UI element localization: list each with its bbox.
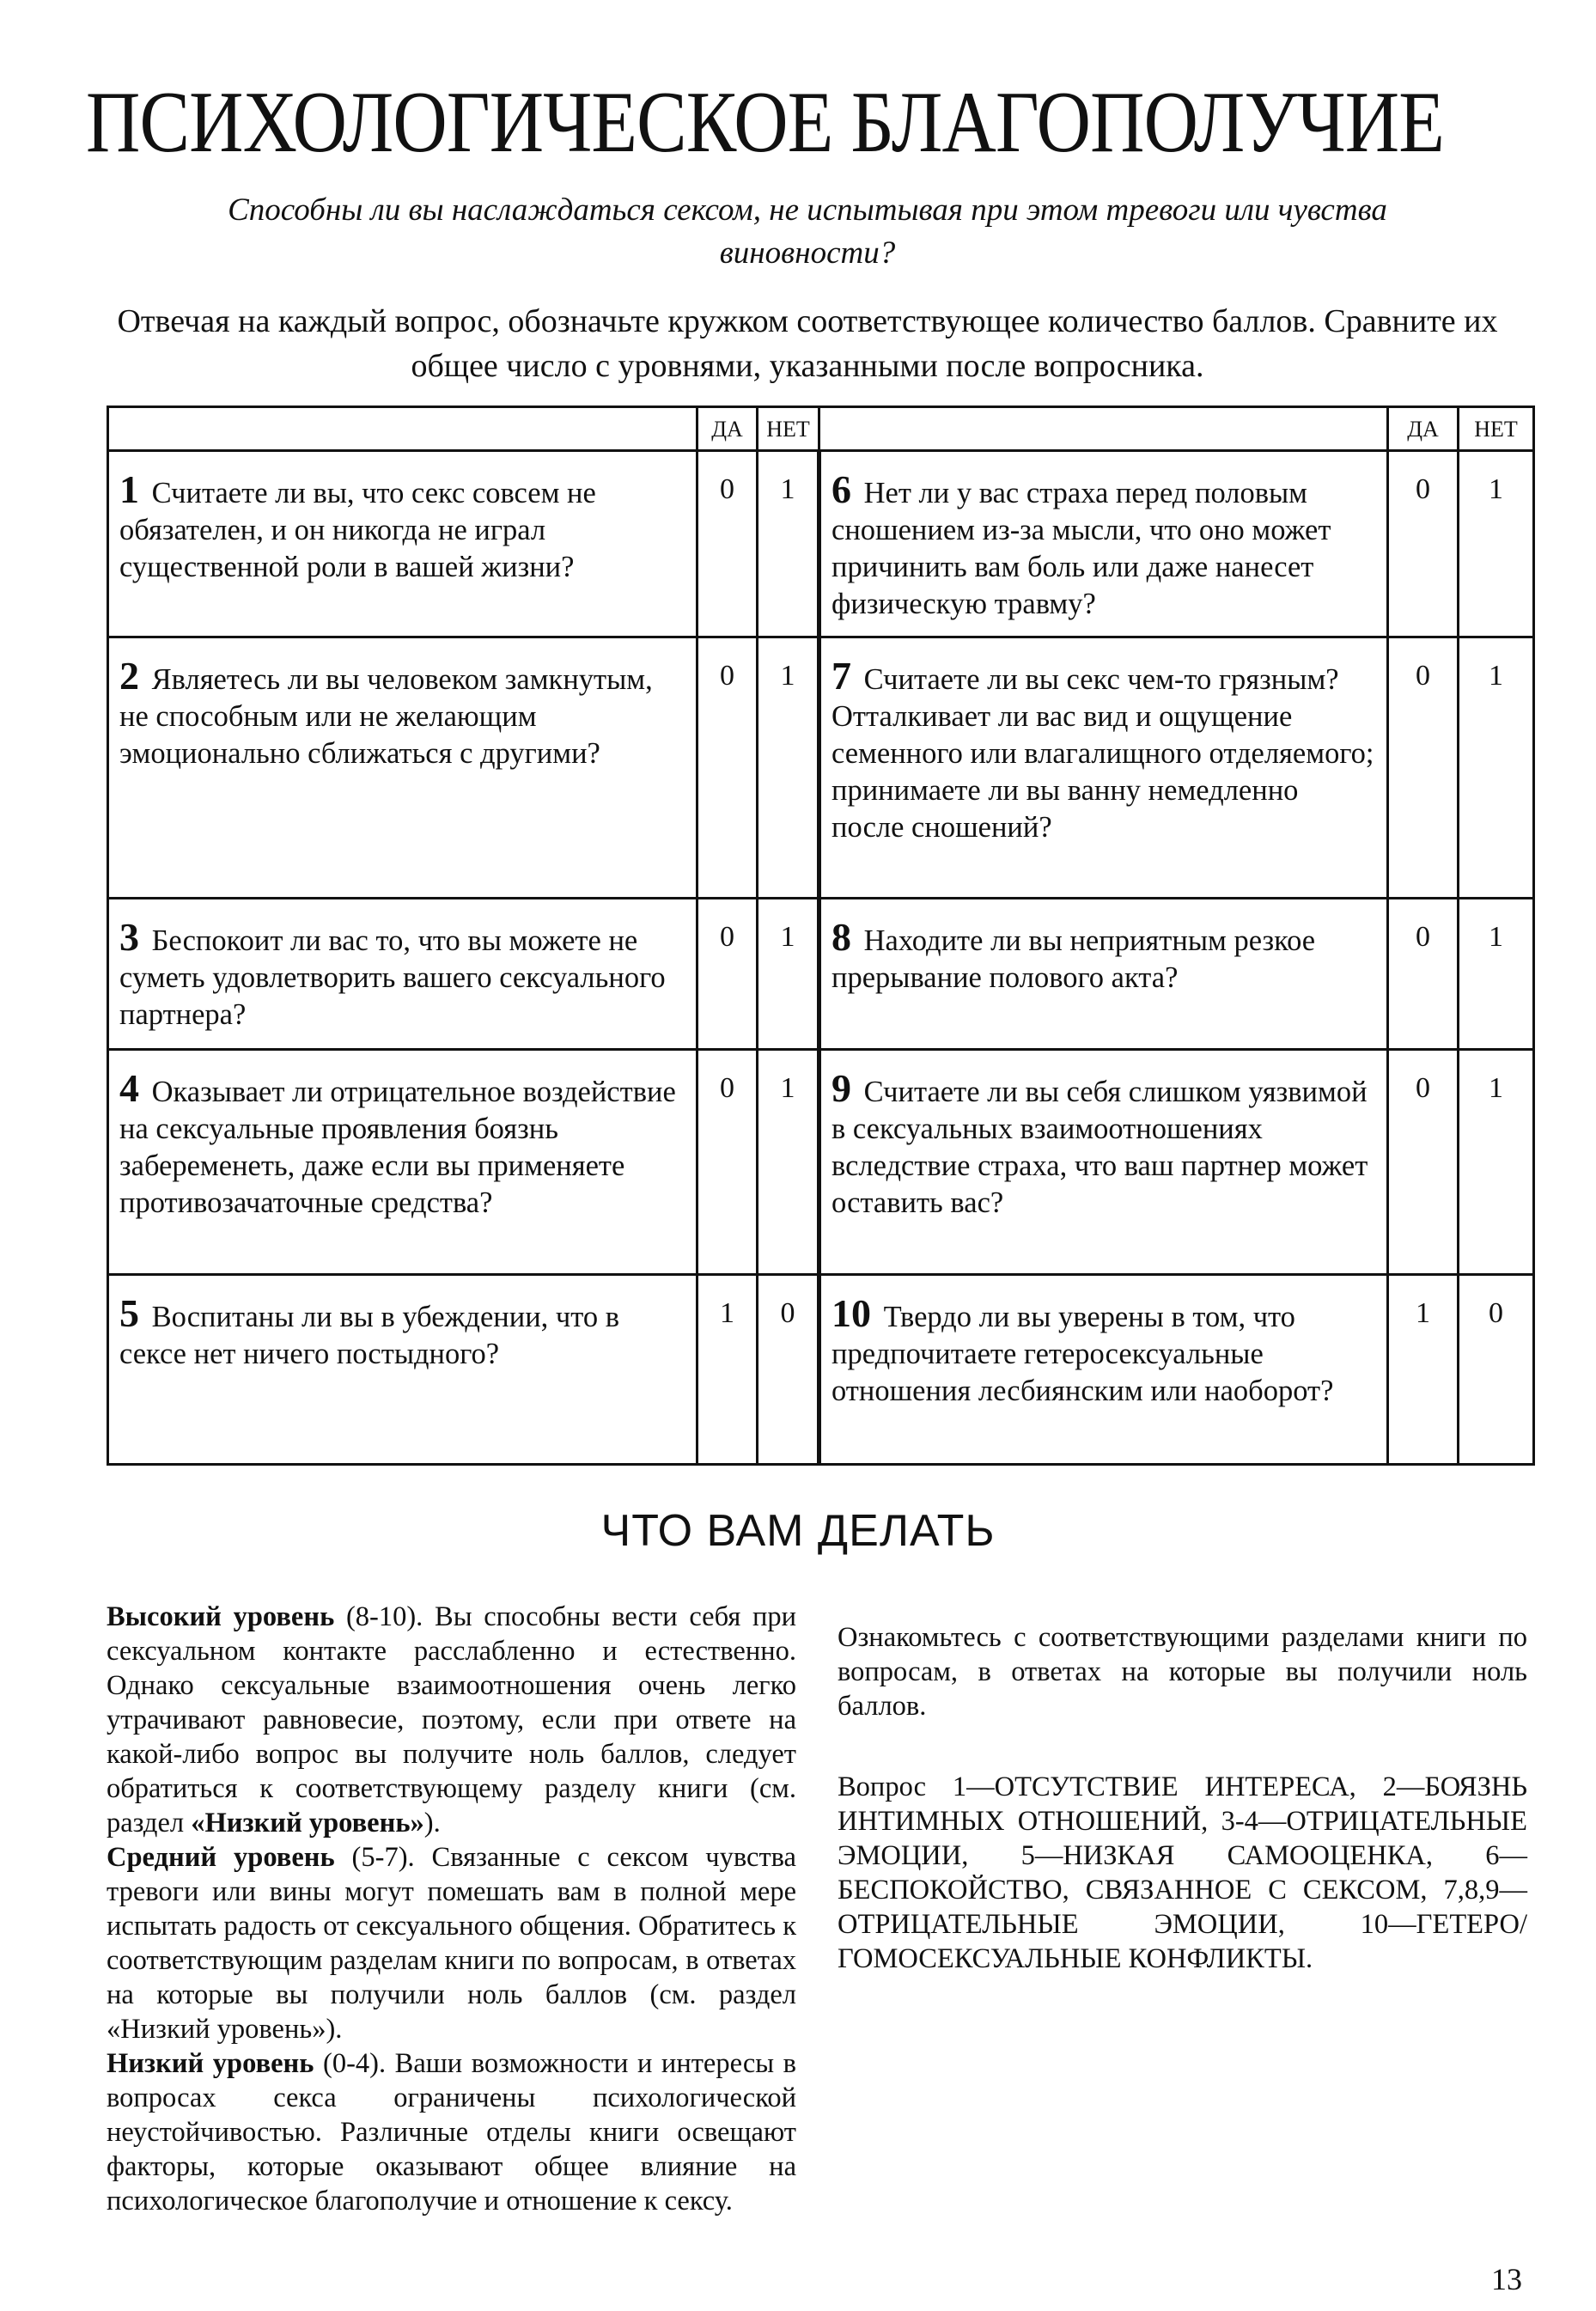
question-number: 8 — [832, 915, 851, 960]
header-yes: ДА — [1388, 407, 1459, 451]
no-score[interactable]: 1 — [758, 899, 819, 1050]
header-blank-right — [819, 407, 1388, 451]
table-row — [108, 899, 1534, 1050]
advice-paragraph: Ознакомьтесь с соответствующими разделами книги по вопросам, в ответах на которые вы получили ноль баллов. — [838, 1622, 1527, 1722]
no-score[interactable]: 0 — [758, 1275, 819, 1465]
low-level-paragraph — [107, 2046, 796, 2218]
question-cell — [108, 451, 697, 637]
header-blank-left — [108, 407, 697, 451]
page-title: ПСИХОЛОГИЧЕСКОЕ БЛАГОПОЛУЧИЕ — [86, 74, 1444, 171]
high-level-label: Высокий уровень — [107, 1601, 335, 1632]
high-level-range: (8-10). — [334, 1601, 423, 1632]
question-number: 7 — [832, 653, 851, 698]
yes-score[interactable]: 0 — [1388, 451, 1459, 637]
question-cell — [819, 451, 1388, 637]
question-text: Считаете ли вы себя слишком уязвимой в сексуальных взаимоотношениях вследствие страха, что ваш партнер может оставить вас? — [832, 1076, 1368, 1220]
no-score[interactable]: 1 — [1459, 451, 1534, 637]
no-score[interactable]: 1 — [758, 1050, 819, 1275]
question-number: 9 — [832, 1066, 851, 1111]
question-text: Твердо ли вы уверены в том, что предпочитаете гетеросексуальные отношения лесбиянским или наоборот? — [832, 1301, 1334, 1408]
question-number: 3 — [119, 915, 139, 960]
question-cell — [819, 637, 1388, 899]
header-yes: ДА — [697, 407, 758, 451]
no-score[interactable]: 1 — [1459, 637, 1534, 899]
medium-level-label: Средний уровень — [107, 1842, 335, 1873]
medium-level-paragraph — [107, 1840, 796, 2046]
question-number: 10 — [832, 1291, 871, 1336]
question-cell — [108, 899, 697, 1050]
low-level-label: Низкий уровень — [107, 2048, 314, 2079]
yes-score[interactable]: 0 — [1388, 1050, 1459, 1275]
header-no: НЕТ — [758, 407, 819, 451]
yes-score[interactable]: 1 — [697, 1275, 758, 1465]
question-cell — [108, 1050, 697, 1275]
header-no: НЕТ — [1459, 407, 1534, 451]
no-score[interactable]: 1 — [758, 451, 819, 637]
table-header-row — [108, 407, 1534, 451]
table-row — [108, 451, 1534, 637]
medium-level-range: (5-7). — [334, 1842, 415, 1873]
question-text: Считаете ли вы, что секс совсем не обязателен, и он никогда не играл существенной роли в вашей жизни? — [119, 477, 596, 583]
instructions: Отвечая на каждый вопрос, обозначьте кружком соответствующее количество баллов. Сравните их общее число с уровнями, указанными после вопросника. — [117, 303, 1498, 384]
low-level-range: (0-4). — [314, 2048, 387, 2079]
question-number: 2 — [119, 653, 139, 698]
question-number: 6 — [832, 467, 851, 511]
no-score[interactable]: 1 — [1459, 1050, 1534, 1275]
question-text: Воспитаны ли вы в убеждении, что в сексе нет ничего постыдного? — [119, 1301, 620, 1371]
question-cell — [108, 637, 697, 899]
yes-score[interactable]: 0 — [697, 451, 758, 637]
results-left-column — [107, 1600, 796, 2218]
yes-score[interactable]: 0 — [697, 637, 758, 899]
no-score[interactable]: 1 — [758, 637, 819, 899]
questionnaire-table — [107, 405, 1535, 1466]
question-cell — [819, 1275, 1388, 1465]
question-number: 1 — [119, 467, 139, 511]
question-text: Считаете ли вы секс чем-то грязным? Отталкивает ли вас вид и ощущение семенного или влагалищного отделяемого; принимаете ли вы ванну немедленно после сношений? — [832, 662, 1374, 844]
table-row — [108, 1275, 1534, 1465]
yes-score[interactable]: 0 — [697, 899, 758, 1050]
question-cell — [819, 1050, 1388, 1275]
question-text: Оказывает ли отрицательное воздействие на сексуальные проявления боязнь забеременеть, даже если вы применяете противозачаточные средства? — [119, 1076, 676, 1220]
table-row — [108, 637, 1534, 899]
no-score[interactable]: 0 — [1459, 1275, 1534, 1465]
question-text: Нет ли у вас страха перед половым сношением из-за мысли, что оно может причинить вам боль или даже нанесет физическую травму? — [832, 477, 1331, 620]
subtitle: Способны ли вы наслаждаться сексом, не испытывая при этом тревоги или чувства виновности? — [228, 192, 1387, 271]
low-level-reference: «Низкий уровень» — [191, 1808, 424, 1838]
yes-score[interactable]: 0 — [1388, 899, 1459, 1050]
no-score[interactable]: 1 — [1459, 899, 1534, 1050]
medium-level-text: Связанные с сексом чувства тревоги или вины могут помешать вам в полной мере испытать радость от сексуального общения. Обратитесь к соответствующим разделам книги по вопросам, в ответах на которые вы получили ноль баллов (см. раздел «Низкий уровень»). — [107, 1842, 796, 2045]
yes-score[interactable]: 0 — [697, 1050, 758, 1275]
high-level-end: ). — [423, 1808, 441, 1838]
low-level-text: Ваши возможности и интересы в вопросах секса ограничены психологической неустойчивостью. Различные отделы книги освещают факторы, которые оказывают общее влияние на психологическое благополучие и отношение к сексу. — [107, 2048, 796, 2216]
question-text: Находите ли вы неприятным резкое прерывание полового акта? — [832, 924, 1316, 995]
table-row — [108, 1050, 1534, 1275]
question-text: Беспокоит ли вас то, что вы можете не суметь удовлетворить вашего сексуального партнера? — [119, 924, 666, 1032]
page-number: 13 — [1491, 2262, 1522, 2296]
yes-score[interactable]: 0 — [1388, 637, 1459, 899]
high-level-paragraph — [107, 1600, 796, 1840]
question-mapping: Вопрос 1—ОТСУТСТВИЕ ИНТЕРЕСА, 2—БОЯЗНЬ ИНТИМНЫХ ОТНОШЕНИЙ, 3-4—ОТРИЦАТЕЛЬНЫЕ ЭМОЦИИ, 5—НИЗКАЯ САМООЦЕНКА, 6—БЕСПОКОЙСТВО, СВЯЗАННОЕ С СЕКСОМ, 7,8,9—ОТРИЦАТЕЛЬНЫЕ ЭМОЦИИ, 10—ГЕТЕРО/ГОМОСЕКСУАЛЬНЫЕ КОНФЛИКТЫ. — [838, 1771, 1527, 1974]
question-cell — [108, 1275, 697, 1465]
question-cell — [819, 899, 1388, 1050]
results-right-column — [838, 1600, 1527, 1976]
high-level-text: Вы способны вести себя при сексуальном контакте расслабленно и естественно. Однако сексуальные взаимоотношения очень легко утрачивают равновесие, поэтому, если при ответе на какой-либо вопрос вы получите ноль баллов, следует обратиться к соответствующему разделу книги (см. раздел — [107, 1601, 797, 1838]
yes-score[interactable]: 1 — [1388, 1275, 1459, 1465]
question-text: Являетесь ли вы человеком замкнутым, не способным или не желающим эмоционально сближаться с другими? — [119, 662, 653, 770]
question-number: 4 — [119, 1066, 139, 1111]
section-title: ЧТО ВАМ ДЕЛАТЬ — [600, 1506, 996, 1556]
question-number: 5 — [119, 1291, 139, 1336]
